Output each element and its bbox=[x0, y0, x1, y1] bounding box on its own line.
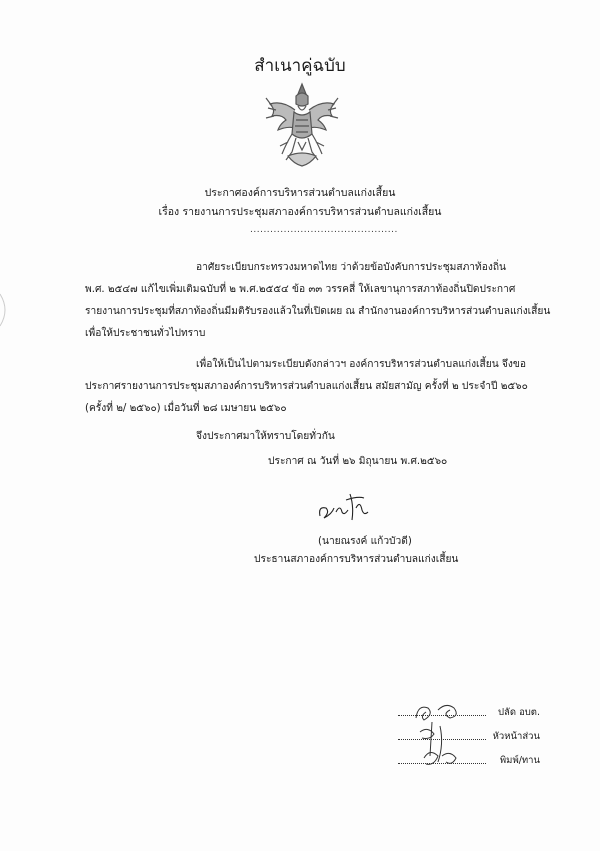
garuda-emblem-icon bbox=[262, 80, 342, 172]
paragraph-2-line-1: เพื่อให้เป็นไปตามระเบียบดังกล่าวฯ องค์การบริหารส่วนตำบลแก่งเสี้ยน จึงขอ bbox=[196, 359, 526, 370]
paragraph-1-line-2: พ.ศ. ๒๕๔๗ แก้ไขเพิ่มเติมฉบับที่ ๒ พ.ศ.๒๕๕๔ ข้อ ๓๓ วรรคสี่ ให้เลขานุการสภาท้องถิ่นปิดประกาศ bbox=[85, 284, 516, 295]
signatory-name: (นายณรงค์ แก้วบัวดี) bbox=[318, 536, 412, 547]
paragraph-1-line-1: อาศัยระเบียบกระทรวงมหาดไทย ว่าด้วยข้อบังคับการประชุมสภาท้องถิ่น bbox=[196, 262, 506, 273]
closing-line: จึงประกาศมาให้ทราบโดยทั่วกัน bbox=[196, 431, 335, 442]
announcement-date: ประกาศ ณ วันที่ ๒๖ มิถุนายน พ.ศ.๒๕๖๐ bbox=[268, 456, 448, 467]
signatory-position: ประธานสภาองค์การบริหารส่วนตำบลแก่งเสี้ยน bbox=[254, 554, 459, 565]
paragraph-1-line-4: เพื่อให้ประชาชนทั่วไปทราบ bbox=[85, 328, 206, 339]
subject-heading: เรื่อง รายงานการประชุมสภาองค์การบริหารส่วนตำบลแก่งเสี้ยน bbox=[158, 206, 442, 218]
initials-scribble bbox=[410, 696, 480, 776]
paragraph-2-line-3: (ครั้งที่ ๒/ ๒๕๖๐) เมื่อวันที่ ๒๘ เมษายน ๒๕๖๐ bbox=[85, 403, 287, 414]
initials-label: พิมพ์/ทาน bbox=[499, 755, 540, 766]
paragraph-2-line-2: ประกาศรายงานการประชุมสภาองค์การบริหารส่วนตำบลแก่งเสี้ยน สมัยสามัญ ครั้งที่ ๒ ประจำปี ๒๕๖๐ bbox=[85, 381, 528, 392]
issuer-heading: ประกาศองค์การบริหารส่วนตำบลแก่งเสี้ยน bbox=[204, 187, 396, 199]
signature-mark bbox=[316, 486, 372, 526]
initials-label: หัวหน้าส่วน bbox=[492, 731, 540, 742]
initials-label: ปลัด อบต. bbox=[498, 707, 540, 718]
heading-divider: ............................................ bbox=[250, 225, 398, 235]
paragraph-1-line-3: รายงานการประชุมที่สภาท้องถิ่นมีมติรับรองแล้วในที่เปิดเผย ณ สำนักงานองค์การบริหารส่วนตำบลแก่งเสี้ยน bbox=[85, 306, 551, 317]
copy-label: สำเนาคู่ฉบับ bbox=[254, 56, 346, 76]
page-edge-mark bbox=[0, 290, 14, 330]
